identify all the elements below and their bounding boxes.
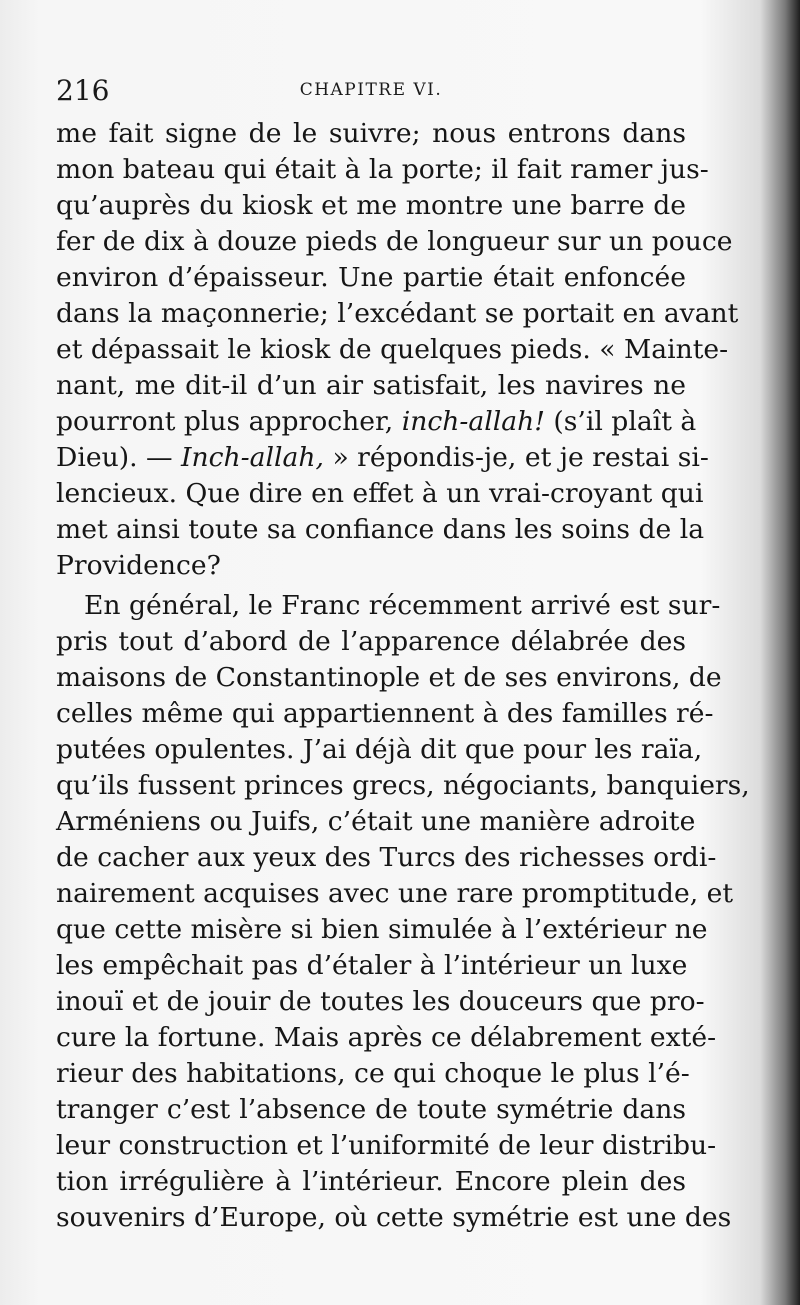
text-span: (s’il plaît à <box>544 406 697 437</box>
text-line: nant, me dit-il d’un air satisfait, les navires ne <box>56 370 686 401</box>
text-line: En général, le Franc récemment arrivé est sur- <box>84 590 721 621</box>
text-line <box>56 404 697 440</box>
text-line: putées opulentes. J’ai déjà dit que pour les raïa, <box>56 734 703 765</box>
text-line: tranger c’est l’absence de toute symétrie dans <box>56 1094 686 1125</box>
text-line: environ d’épaisseur. Une partie était enfoncée <box>56 262 686 293</box>
text-line: Arméniens ou Juifs, c’était une manière adroite <box>56 806 696 837</box>
text-line: fer de dix à douze pieds de longueur sur un pouce <box>56 226 733 257</box>
page-header <box>56 74 686 108</box>
text-line: mon bateau qui était à la porte; il fait ramer jus- <box>56 154 709 185</box>
text-line: cure la fortune. Mais après ce délabrement exté- <box>56 1022 717 1053</box>
text-line: lencieux. Que dire en effet à un vrai-croyant qui <box>56 478 704 509</box>
italic-phrase: inch-allah! <box>401 406 545 437</box>
text-line <box>56 440 709 476</box>
text-line: nairement acquises avec une rare promptitude, et <box>56 878 734 909</box>
text-line: que cette misère si bien simulée à l’extérieur ne <box>56 914 708 945</box>
text-line: leur construction et l’uniformité de leur distribu- <box>56 1130 717 1161</box>
text-line: inouï et de jouir de toutes les douceurs que pro- <box>56 986 705 1017</box>
text-line: rieur des habitations, ce qui choque le plus l’é- <box>56 1058 690 1089</box>
running-head: CHAPITRE VI. <box>299 80 443 100</box>
text-line: maisons de Constantinople et de ses environs, de <box>56 662 722 693</box>
text-line: de cacher aux yeux des Turcs des richesses ordi- <box>56 842 717 873</box>
text-line: les empêchait pas d’étaler à l’intérieur un luxe <box>56 950 688 981</box>
page-number: 216 <box>56 74 110 107</box>
italic-phrase: Inch-allah, <box>181 442 324 473</box>
text-line: Providence? <box>56 550 221 581</box>
text-line: et dépassait le kiosk de quelques pieds. « Mainte- <box>56 334 729 365</box>
text-line: celles même qui appartiennent à des familles ré- <box>56 698 714 729</box>
text-line: pris tout d’abord de l’apparence délabrée des <box>56 626 686 657</box>
text-span: pourront plus approcher, <box>56 406 402 437</box>
text-line: souvenirs d’Europe, où cette symétrie est une des <box>56 1202 732 1233</box>
text-line: dans la maçonnerie; l’excédant se portait en avant <box>56 298 739 329</box>
text-line: me fait signe de le suivre; nous entrons dans <box>56 118 686 149</box>
text-line: met ainsi toute sa confiance dans les soins de la <box>56 514 705 545</box>
text-span: Dieu). — <box>56 442 182 473</box>
text-line: qu’auprès du kiosk et me montre une barre de <box>56 190 686 221</box>
text-line: qu’ils fussent princes grecs, négociants, banquiers, <box>56 770 750 801</box>
text-span: » répondis-je, et je restai si- <box>323 442 709 473</box>
text-line: tion irrégulière à l’intérieur. Encore plein des <box>56 1166 686 1197</box>
